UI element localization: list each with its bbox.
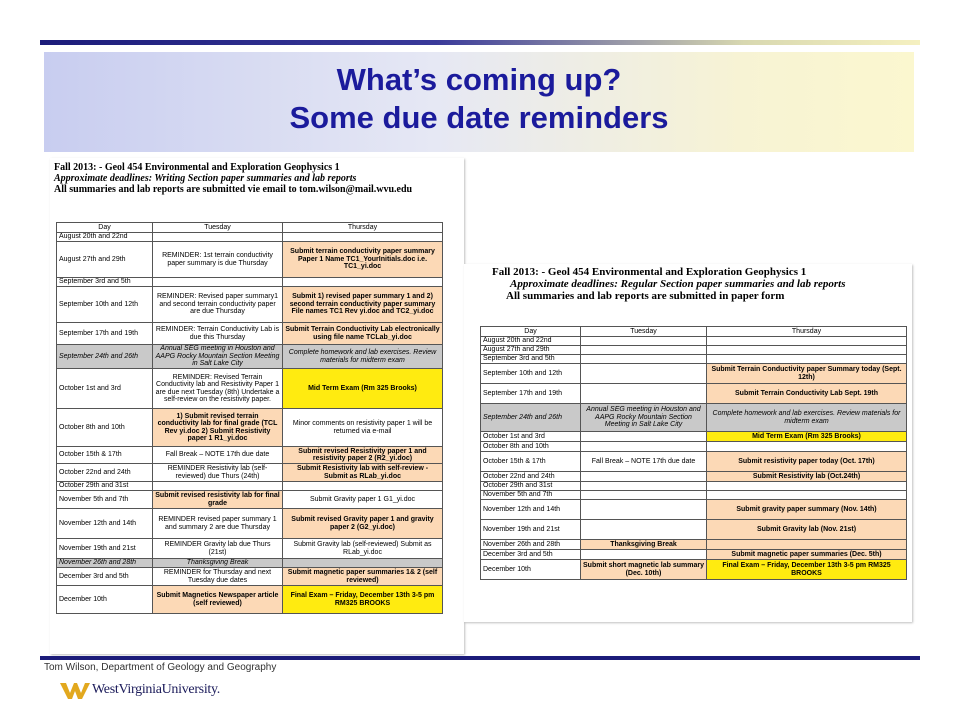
thursday-cell: Submit magnetic paper summaries (Dec. 5th)	[707, 550, 907, 560]
day-cell: August 20th and 22nd	[57, 233, 153, 242]
day-cell: December 3rd and 5th	[57, 568, 153, 586]
tuesday-cell: Submit Magnetics Newspaper article (self reviewed)	[153, 586, 283, 614]
day-cell: September 17th and 19th	[57, 323, 153, 345]
tuesday-cell	[581, 472, 707, 482]
footer-credit: Tom Wilson, Department of Geology and Geography	[44, 662, 277, 673]
day-cell: August 27th and 29th	[481, 346, 581, 355]
thursday-cell	[707, 540, 907, 550]
table-row	[481, 472, 907, 482]
slide-subtitle: Some due date reminders	[289, 100, 669, 135]
table-row	[57, 369, 443, 409]
table-row	[481, 500, 907, 520]
thursday-cell	[707, 442, 907, 452]
table-row	[481, 384, 907, 404]
table-row	[57, 345, 443, 369]
day-cell: November 12th and 14th	[57, 509, 153, 539]
tuesday-cell	[581, 337, 707, 346]
day-cell: November 5th and 7th	[57, 491, 153, 509]
table-row	[481, 491, 907, 500]
slide-title: What’s coming up?	[336, 62, 622, 97]
table-row	[57, 539, 443, 559]
day-cell: November 19th and 21st	[57, 539, 153, 559]
right-schedule-table	[480, 326, 907, 580]
thursday-cell	[283, 559, 443, 568]
table-row	[57, 447, 443, 464]
column-header-thursday: Thursday	[707, 327, 907, 337]
table-row	[481, 346, 907, 355]
table-row	[481, 432, 907, 442]
thursday-cell: Submit 1) revised paper summary 1 and 2) second terrain conductivity paper summary File names TC1 Rev yi.doc and TC2_yi.doc	[283, 287, 443, 323]
tuesday-cell	[153, 233, 283, 242]
day-cell: November 26th and 28th	[481, 540, 581, 550]
thursday-cell: Submit terrain conductivity paper summary Paper 1 Name TC1_YourInitials.doc i.e. TC1_yi.doc	[283, 242, 443, 278]
tuesday-cell: Submit short magnetic lab summary (Dec. 10th)	[581, 560, 707, 580]
day-cell: August 20th and 22nd	[481, 337, 581, 346]
tuesday-cell: REMINDER: Revised Terrain Conductivity lab and Resistivity Paper 1 are due next Tuesday (8th) Undertake a self-review on the resistivity paper.	[153, 369, 283, 409]
day-cell: October 22nd and 24th	[57, 464, 153, 482]
left-doc-note: All summaries and lab reports are submitted vie email to tom.wilson@mail.wvu.edu	[54, 184, 413, 195]
left-doc-subheading: Approximate deadlines: Writing Section paper summaries and lab reports	[54, 173, 357, 184]
day-cell: October 1st and 3rd	[481, 432, 581, 442]
thursday-cell	[707, 346, 907, 355]
day-cell: November 12th and 14th	[481, 500, 581, 520]
day-cell: November 26th and 28th	[57, 559, 153, 568]
table-row	[481, 452, 907, 472]
column-header-tuesday: Tuesday	[581, 327, 707, 337]
tuesday-cell	[581, 482, 707, 491]
table-row	[481, 355, 907, 364]
table-row	[57, 323, 443, 345]
day-cell: September 3rd and 5th	[481, 355, 581, 364]
table-row	[481, 364, 907, 384]
thursday-cell: Final Exam – Friday, December 13th 3-5 pm RM325 BROOKS	[283, 586, 443, 614]
thursday-cell: Mid Term Exam (Rm 325 Brooks)	[707, 432, 907, 442]
writing-section-schedule	[50, 158, 464, 654]
thursday-cell: Submit revised Resistivity paper 1 and resistivity paper 2 (R2_yi.doc)	[283, 447, 443, 464]
table-row	[57, 586, 443, 614]
tuesday-cell: Fall Break – NOTE 17th due date	[153, 447, 283, 464]
tuesday-cell	[581, 384, 707, 404]
thursday-cell	[707, 355, 907, 364]
day-cell: September 24th and 26th	[57, 345, 153, 369]
tuesday-cell: REMINDER Resistivity lab (self-reviewed) due Thurs (24th)	[153, 464, 283, 482]
table-row	[481, 520, 907, 540]
tuesday-cell: REMINDER: Terrain Conductivity Lab is due this Thursday	[153, 323, 283, 345]
table-row	[481, 550, 907, 560]
column-header-thursday: Thursday	[283, 223, 443, 233]
day-cell: September 10th and 12th	[57, 287, 153, 323]
title-band	[44, 52, 914, 152]
table-row	[481, 337, 907, 346]
table-row	[481, 540, 907, 550]
flying-wv-icon	[60, 682, 90, 700]
table-header-row	[481, 327, 907, 337]
tuesday-cell: REMINDER Gravity lab due Thurs (21st)	[153, 539, 283, 559]
tuesday-cell: REMINDER for Thursday and next Tuesday due dates	[153, 568, 283, 586]
tuesday-cell	[581, 491, 707, 500]
left-doc-heading: Fall 2013: - Geol 454 Environmental and Exploration Geophysics 1	[54, 162, 340, 173]
logo-wordmark: WestVirginiaUniversity.	[92, 682, 221, 697]
tuesday-cell: Fall Break – NOTE 17th due date	[581, 452, 707, 472]
day-cell: September 24th and 26th	[481, 404, 581, 432]
tuesday-cell	[581, 520, 707, 540]
tuesday-cell	[581, 355, 707, 364]
thursday-cell: Submit Resistivity lab with self-review - Submit as RLab_yi.doc	[283, 464, 443, 482]
thursday-cell	[707, 337, 907, 346]
table-row	[57, 509, 443, 539]
tuesday-cell	[581, 442, 707, 452]
wvu-logo	[60, 680, 230, 702]
thursday-cell: Submit Terrain Conductivity paper Summary today (Sept. 12th)	[707, 364, 907, 384]
column-header-day: Day	[481, 327, 581, 337]
day-cell: August 27th and 29th	[57, 242, 153, 278]
table-row	[57, 287, 443, 323]
thursday-cell	[283, 278, 443, 287]
tuesday-cell	[581, 346, 707, 355]
day-cell: September 17th and 19th	[481, 384, 581, 404]
tuesday-cell	[581, 550, 707, 560]
day-cell: October 1st and 3rd	[57, 369, 153, 409]
tuesday-cell: 1) Submit revised terrain conductivity lab for final grade (TCL Rev yi.doc 2) Submit Resistivity paper 1 R1_yi.doc	[153, 409, 283, 447]
table-header-row	[57, 223, 443, 233]
day-cell: November 5th and 7th	[481, 491, 581, 500]
thursday-cell: Complete homework and lab exercises. Review materials for midterm exam	[283, 345, 443, 369]
thursday-cell: Mid Term Exam (Rm 325 Brooks)	[283, 369, 443, 409]
bottom-rule	[40, 656, 920, 660]
day-cell: October 15th & 17th	[57, 447, 153, 464]
tuesday-cell: Annual SEG meeting in Houston and AAPG Rocky Mountain Section Meeting in Salt Lake City	[581, 404, 707, 432]
day-cell: December 10th	[57, 586, 153, 614]
thursday-cell: Submit Terrain Conductivity Lab Sept. 19th	[707, 384, 907, 404]
tuesday-cell	[153, 278, 283, 287]
right-doc-heading: Fall 2013: - Geol 454 Environmental and Exploration Geophysics 1	[492, 266, 807, 278]
day-cell: December 3rd and 5th	[481, 550, 581, 560]
tuesday-cell: REMINDER: Revised paper summary1 and second terrain conductivity paper are due Thursday	[153, 287, 283, 323]
table-row	[481, 442, 907, 452]
day-cell: October 22nd and 24th	[481, 472, 581, 482]
regular-section-schedule	[464, 264, 912, 622]
tuesday-cell	[581, 500, 707, 520]
thursday-cell	[283, 482, 443, 491]
table-row	[57, 233, 443, 242]
right-doc-subheading: Approximate deadlines: Regular Section paper summaries and lab reports	[510, 278, 846, 290]
thursday-cell: Submit Gravity paper 1 G1_yi.doc	[283, 491, 443, 509]
table-row	[57, 559, 443, 568]
thursday-cell: Submit magnetic paper summaries 1& 2 (self reviewed)	[283, 568, 443, 586]
table-row	[481, 404, 907, 432]
right-doc-note: All summaries and lab reports are submitted in paper form	[506, 290, 785, 302]
thursday-cell: Submit resistivity paper today (Oct. 17th)	[707, 452, 907, 472]
thursday-cell: Submit Gravity lab (Nov. 21st)	[707, 520, 907, 540]
table-row	[481, 560, 907, 580]
day-cell: November 19th and 21st	[481, 520, 581, 540]
column-header-tuesday: Tuesday	[153, 223, 283, 233]
table-row	[57, 491, 443, 509]
day-cell: October 8th and 10th	[481, 442, 581, 452]
day-cell: October 29th and 31st	[481, 482, 581, 491]
table-row	[481, 482, 907, 491]
tuesday-cell	[581, 364, 707, 384]
column-header-day: Day	[57, 223, 153, 233]
thursday-cell: Complete homework and lab exercises. Review materials for midterm exam	[707, 404, 907, 432]
day-cell: October 8th and 10th	[57, 409, 153, 447]
day-cell: December 10th	[481, 560, 581, 580]
table-row	[57, 278, 443, 287]
table-row	[57, 568, 443, 586]
tuesday-cell: REMINDER: 1st terrain conductivity paper summary is due Thursday	[153, 242, 283, 278]
table-row	[57, 482, 443, 491]
left-schedule-table	[56, 222, 443, 614]
top-rule	[40, 40, 920, 45]
day-cell: October 29th and 31st	[57, 482, 153, 491]
tuesday-cell: REMINDER revised paper summary 1 and summary 2 are due Thursday	[153, 509, 283, 539]
thursday-cell: Submit Resistivity lab (Oct.24th)	[707, 472, 907, 482]
day-cell: September 10th and 12th	[481, 364, 581, 384]
thursday-cell: Minor comments on resistivity paper 1 will be returned via e-mail	[283, 409, 443, 447]
day-cell: October 15th & 17th	[481, 452, 581, 472]
thursday-cell: Submit gravity paper summary (Nov. 14th)	[707, 500, 907, 520]
tuesday-cell: Thanksgiving Break	[581, 540, 707, 550]
thursday-cell: Final Exam – Friday, December 13th 3-5 pm RM325 BROOKS	[707, 560, 907, 580]
thursday-cell: Submit Gravity lab (self-reviewed) Submit as RLab_yi.doc	[283, 539, 443, 559]
table-row	[57, 409, 443, 447]
table-row	[57, 242, 443, 278]
thursday-cell	[707, 482, 907, 491]
tuesday-cell: Thanksgiving Break	[153, 559, 283, 568]
thursday-cell	[707, 491, 907, 500]
tuesday-cell	[153, 482, 283, 491]
tuesday-cell	[581, 432, 707, 442]
thursday-cell: Submit Terrain Conductivity Lab electronically using file name TCLab_yi.doc	[283, 323, 443, 345]
table-row	[57, 464, 443, 482]
day-cell: September 3rd and 5th	[57, 278, 153, 287]
thursday-cell: Submit revised Gravity paper 1 and gravity paper 2 (G2_yi.doc)	[283, 509, 443, 539]
thursday-cell	[283, 233, 443, 242]
tuesday-cell: Annual SEG meeting in Houston and AAPG Rocky Mountain Section Meeting in Salt Lake City	[153, 345, 283, 369]
tuesday-cell: Submit revised resistivity lab for final grade	[153, 491, 283, 509]
